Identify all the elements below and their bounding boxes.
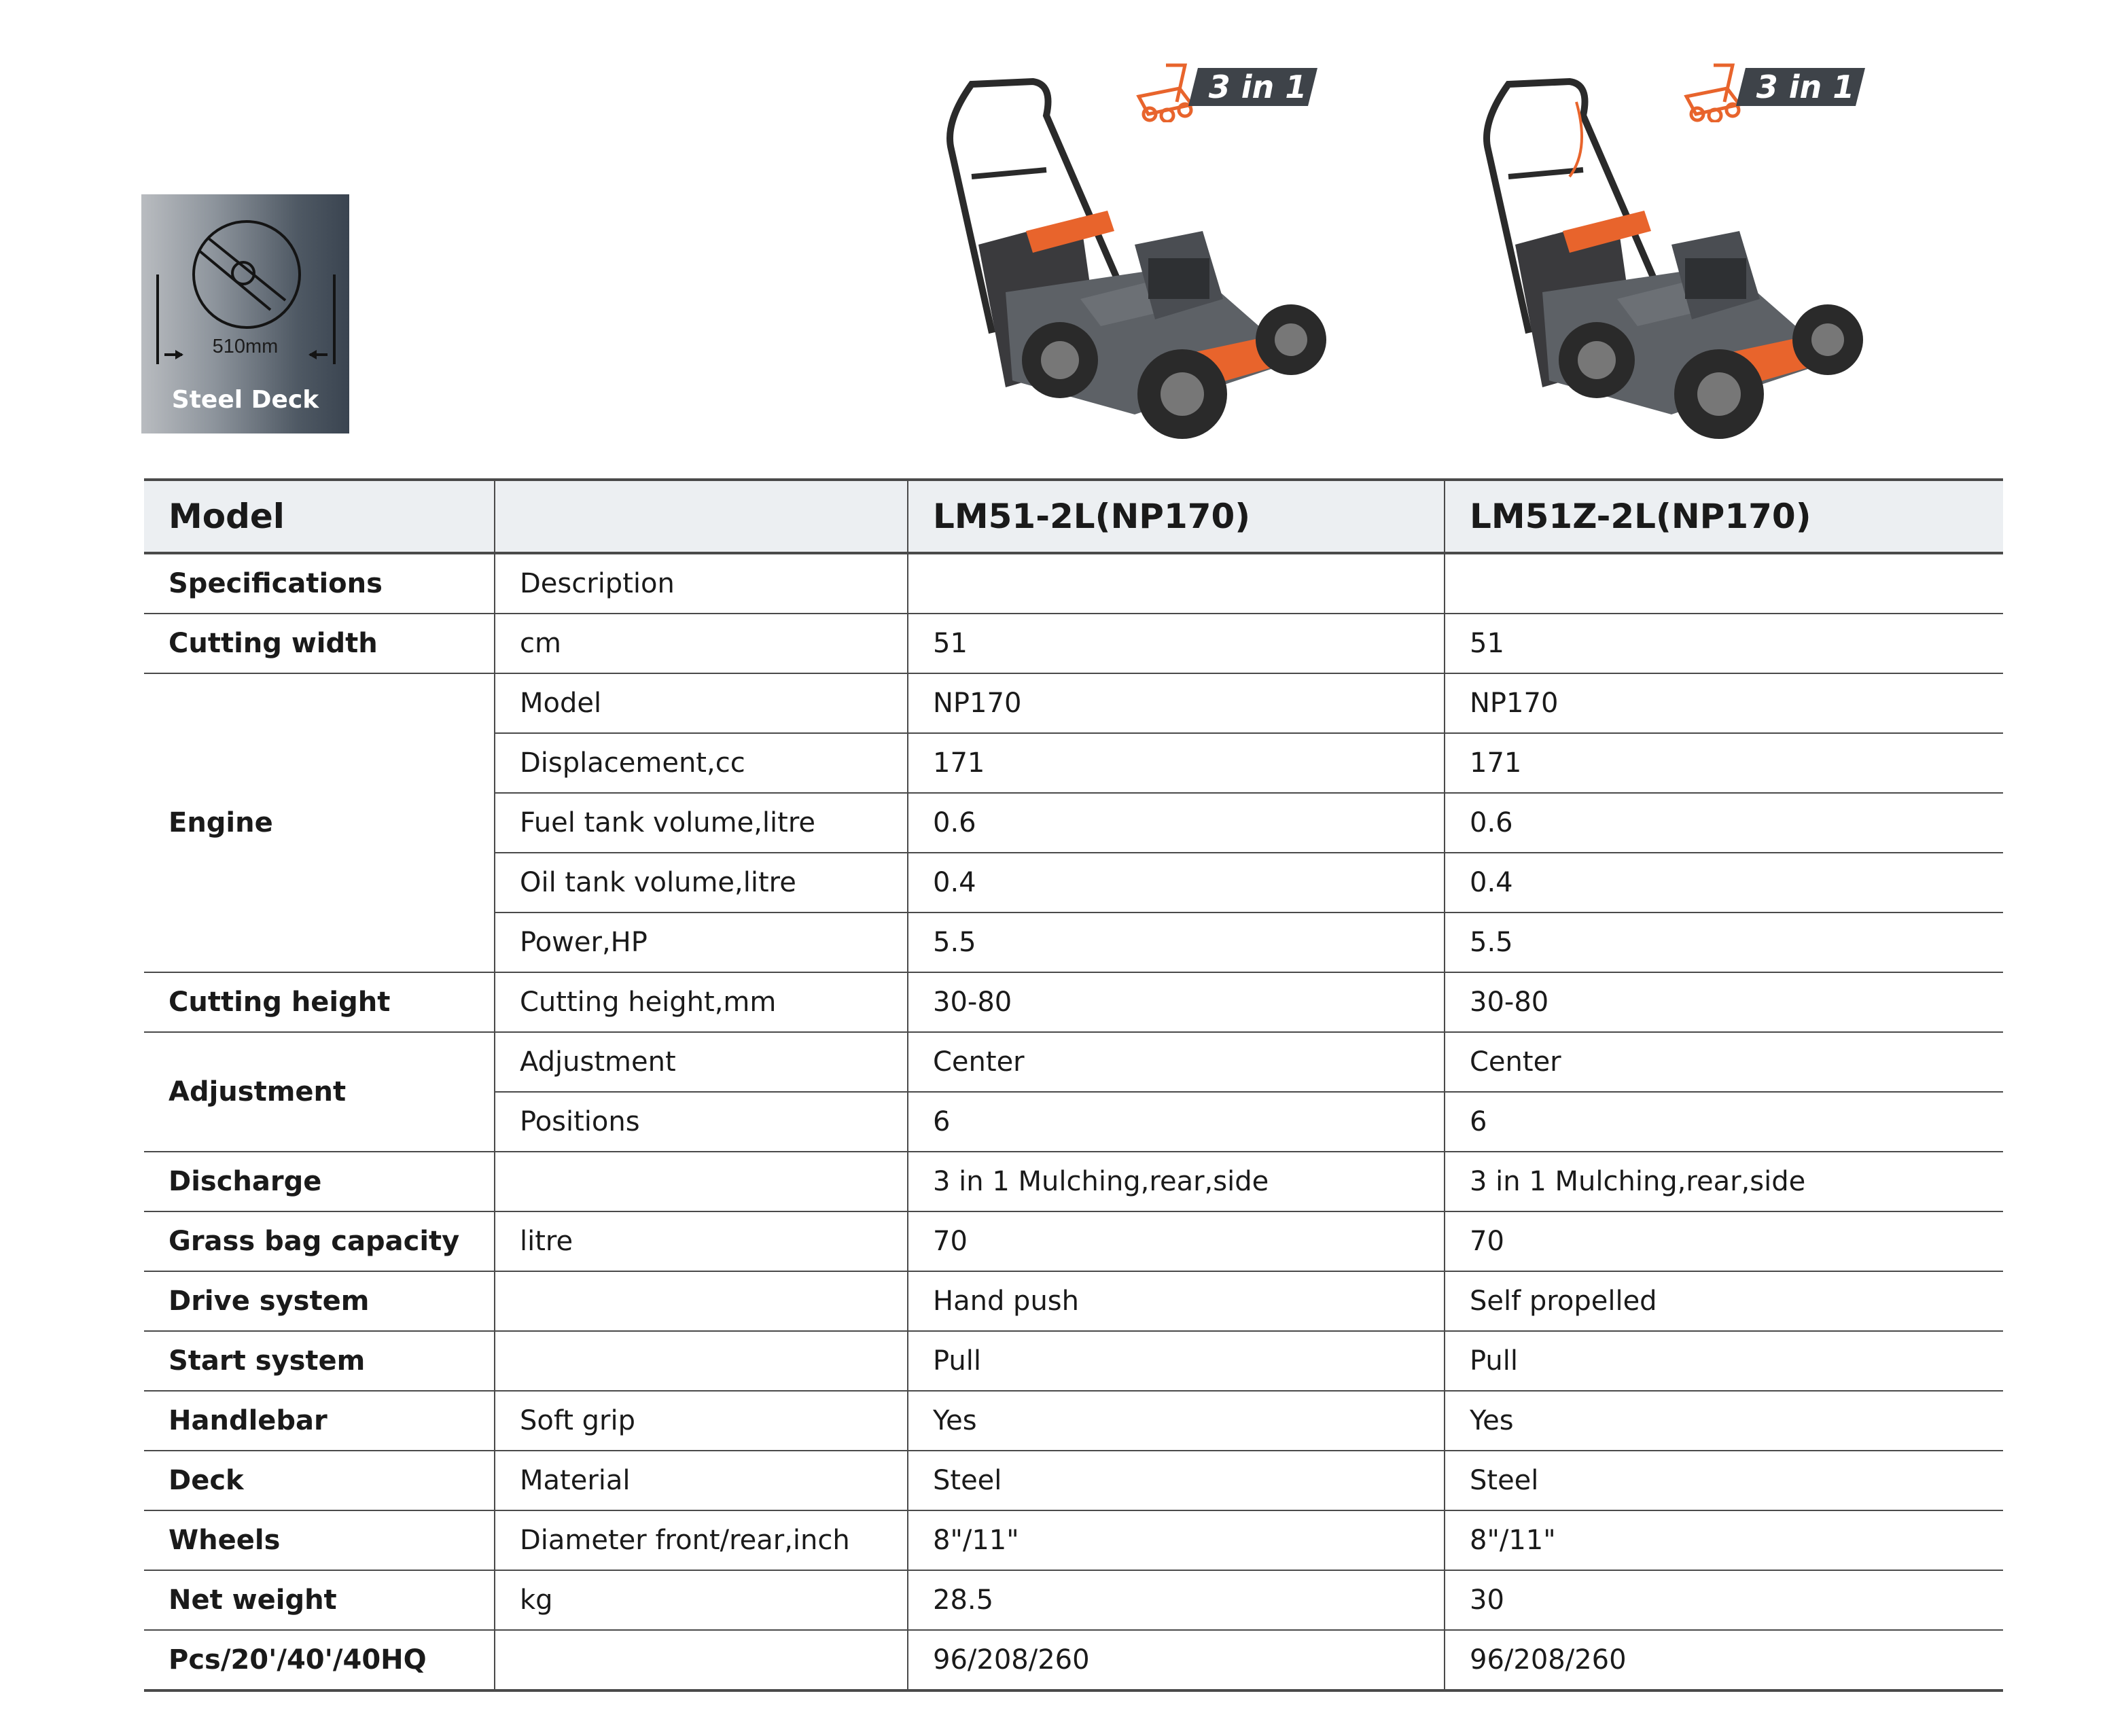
table-row: [144, 553, 2003, 614]
lawn-mower-icon: [1468, 75, 1875, 455]
lawn-mower-icon: [931, 75, 1339, 455]
row-value-model-2: 96/208/260: [1445, 1630, 2003, 1690]
row-value-model-1: 3 in 1 Mulching,rear,side: [908, 1152, 1445, 1211]
row-value-model-1: Steel: [908, 1451, 1445, 1510]
row-value-model-1: 6: [908, 1092, 1445, 1152]
row-subcategory: [495, 1152, 908, 1211]
row-value-model-1: 30-80: [908, 972, 1445, 1032]
row-value-model-2: Steel: [1445, 1451, 2003, 1510]
three-in-one-badge: [1132, 61, 1336, 129]
row-category: Specifications: [144, 553, 495, 614]
row-subcategory: cm: [495, 614, 908, 673]
row-subcategory: Fuel tank volume,litre: [495, 793, 908, 853]
row-value-model-1: Yes: [908, 1391, 1445, 1451]
table-header-row: [144, 480, 2003, 553]
table-row: [144, 1271, 2003, 1331]
row-category: Deck: [144, 1451, 495, 1510]
row-value-model-1: Hand push: [908, 1271, 1445, 1331]
row-category: Discharge: [144, 1152, 495, 1211]
badge-text: 3 in 1: [1208, 69, 1307, 105]
row-subcategory: [495, 1271, 908, 1331]
table-row: [144, 1331, 2003, 1391]
product-image-lm51z-2l: [1468, 69, 1875, 455]
row-value-model-1: 70: [908, 1211, 1445, 1271]
row-value-model-1: Pull: [908, 1331, 1445, 1391]
row-subcategory: Cutting height,mm: [495, 972, 908, 1032]
table-row: [144, 1630, 2003, 1690]
row-category: Adjustment: [144, 1032, 495, 1152]
spec-table: [144, 478, 2003, 1692]
row-value-model-2: 3 in 1 Mulching,rear,side: [1445, 1152, 2003, 1211]
row-value-model-1: NP170: [908, 673, 1445, 733]
deck-material-label: Steel Deck: [171, 386, 319, 414]
table-row: [144, 614, 2003, 673]
row-value-model-1: [908, 553, 1445, 614]
row-subcategory: Positions: [495, 1092, 908, 1152]
row-subcategory: Displacement,cc: [495, 733, 908, 793]
header-blank: [495, 480, 908, 553]
row-value-model-2: NP170: [1445, 673, 2003, 733]
row-value-model-1: Center: [908, 1032, 1445, 1092]
table-row: [144, 673, 2003, 733]
row-value-model-1: 28.5: [908, 1570, 1445, 1630]
lawn-mower-icon: [1680, 61, 1748, 122]
row-category: Handlebar: [144, 1391, 495, 1451]
table-row: [144, 1451, 2003, 1510]
row-subcategory: litre: [495, 1211, 908, 1271]
row-value-model-2: 5.5: [1445, 913, 2003, 972]
row-value-model-1: 171: [908, 733, 1445, 793]
table-row: [144, 1211, 2003, 1271]
row-subcategory: Description: [495, 553, 908, 614]
row-category: Wheels: [144, 1510, 495, 1570]
row-subcategory: Oil tank volume,litre: [495, 853, 908, 913]
header-model-1: LM51-2L(NP170): [908, 480, 1445, 553]
row-value-model-2: 0.4: [1445, 853, 2003, 913]
row-category: Net weight: [144, 1570, 495, 1630]
row-subcategory: Adjustment: [495, 1032, 908, 1092]
row-category: Cutting width: [144, 614, 495, 673]
table-row: [144, 972, 2003, 1032]
row-subcategory: Material: [495, 1451, 908, 1510]
row-category: Cutting height: [144, 972, 495, 1032]
header-model-2: LM51Z-2L(NP170): [1445, 480, 2003, 553]
row-value-model-1: 96/208/260: [908, 1630, 1445, 1690]
row-value-model-2: 0.6: [1445, 793, 2003, 853]
product-image-lm51-2l: [931, 69, 1339, 455]
row-value-model-2: Center: [1445, 1032, 2003, 1092]
row-subcategory: kg: [495, 1570, 908, 1630]
row-value-model-2: 171: [1445, 733, 2003, 793]
row-value-model-2: 8"/11": [1445, 1510, 2003, 1570]
table-row: [144, 1570, 2003, 1630]
row-value-model-2: 6: [1445, 1092, 2003, 1152]
row-category: Engine: [144, 673, 495, 972]
row-value-model-2: 70: [1445, 1211, 2003, 1271]
row-value-model-2: Self propelled: [1445, 1271, 2003, 1331]
row-value-model-1: 0.4: [908, 853, 1445, 913]
row-value-model-1: 8"/11": [908, 1510, 1445, 1570]
three-in-one-badge: [1680, 61, 1883, 129]
row-subcategory: Diameter front/rear,inch: [495, 1510, 908, 1570]
row-value-model-1: 5.5: [908, 913, 1445, 972]
row-subcategory: Soft grip: [495, 1391, 908, 1451]
row-category: Start system: [144, 1331, 495, 1391]
row-subcategory: Power,HP: [495, 913, 908, 972]
table-row: [144, 1152, 2003, 1211]
badge-text: 3 in 1: [1756, 69, 1855, 105]
row-category: Pcs/20'/40'/40HQ: [144, 1630, 495, 1690]
row-value-model-2: 51: [1445, 614, 2003, 673]
row-category: Drive system: [144, 1271, 495, 1331]
deck-size-label: 510mm: [212, 336, 279, 357]
row-subcategory: [495, 1331, 908, 1391]
row-subcategory: [495, 1630, 908, 1690]
table-row: [144, 1032, 2003, 1092]
row-category: Grass bag capacity: [144, 1211, 495, 1271]
row-value-model-2: Pull: [1445, 1331, 2003, 1391]
row-value-model-2: 30: [1445, 1570, 2003, 1630]
lawn-mower-icon: [1132, 61, 1200, 122]
row-value-model-1: 0.6: [908, 793, 1445, 853]
steel-deck-badge: [141, 194, 349, 433]
row-value-model-2: 30-80: [1445, 972, 2003, 1032]
row-subcategory: Model: [495, 673, 908, 733]
table-row: [144, 1391, 2003, 1451]
row-value-model-2: Yes: [1445, 1391, 2003, 1451]
row-value-model-2: [1445, 553, 2003, 614]
row-value-model-1: 51: [908, 614, 1445, 673]
header-model: Model: [144, 480, 495, 553]
table-row: [144, 1510, 2003, 1570]
